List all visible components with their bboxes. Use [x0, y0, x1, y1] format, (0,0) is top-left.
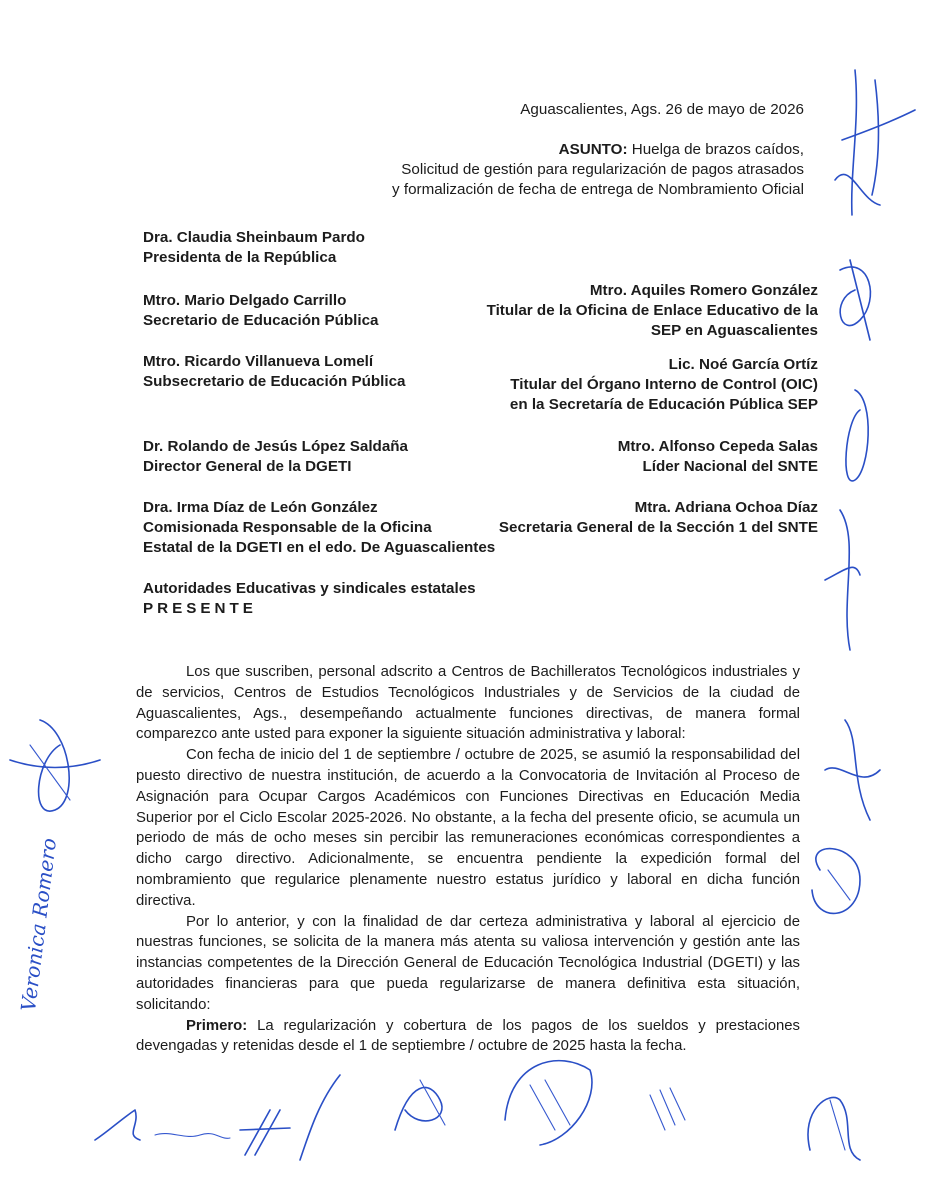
subject-line-1 [300, 140, 804, 160]
subject-label: ASUNTO: [558, 141, 628, 158]
body-paragraph-2: Con fecha de inicio del 1 de septiembre / octubre de 2025, se asumió la responsabilidad del puesto directivo de nuestra institución, de acuerdo a la Convocatoria de Invitación al Proceso de Asignación para Ocupar Cargos Académicos con Funciones Directivas en Educación Media Superior por el Ciclo Escolar 2025-2026. No obstante, a la fecha del presente oficio, se acumula un periodo de más de ocho meses sin percibir las remuneraciones económicas correspondientes a dicho cargo directivo. Adicionalmente, se encuentra pendiente la expedición formal del nombramiento que regularice plenamente nuestro estatus jurídico y laboral en dicha función directiva. [136, 747, 800, 909]
recipient-title: Comisionada Responsable de la Oficina [143, 519, 432, 536]
recipient-right-1 [440, 281, 818, 341]
signature-bottom-4 [395, 1080, 445, 1130]
place-date: Aguascalientes, Ags. 26 de mayo de 2026 [520, 101, 804, 118]
recipient-name: Dra. Claudia Sheinbaum Pardo [143, 229, 365, 246]
closing-line: Autoridades Educativas y sindicales estatales [143, 580, 476, 597]
recipient-name: Mtra. Adriana Ochoa Díaz [634, 499, 818, 516]
closing-recipients [143, 579, 476, 619]
recipient-name: Mtro. Aquiles Romero González [589, 282, 818, 299]
subject-line-2: Solicitud de gestión para regularización de pagos atrasados [401, 161, 804, 178]
recipient-title: Secretaria General de la Sección 1 del SNTE [498, 519, 818, 536]
signature-left-1 [10, 720, 100, 811]
signature-right-2 [840, 260, 870, 340]
recipient-title: Secretario de Educación Pública [143, 312, 379, 329]
recipient-left-2 [143, 291, 379, 331]
signature-right-5 [825, 720, 880, 820]
letter-body [136, 662, 800, 1057]
recipient-right-3 [440, 437, 818, 477]
request-text: La regularización y cobertura de los pagos de los sueldos y prestaciones devengadas y retenidas desde el 1 de septiembre / octubre de 2025 hasta la fecha. [136, 1017, 800, 1055]
recipient-title: Titular de la Oficina de Enlace Educativo de la [486, 302, 818, 319]
recipient-title: Director General de la DGETI [143, 458, 352, 475]
presente-label: PRESENTE [143, 600, 257, 617]
recipient-title: en la Secretaría de Educación Pública SEP [509, 396, 818, 413]
signature-bottom-6 [650, 1088, 685, 1130]
recipient-name: Mtro. Ricardo Villanueva Lomelí [143, 353, 374, 370]
recipient-title: Titular del Órgano Interno de Control (OIC) [510, 376, 818, 393]
signature-right-4 [825, 510, 860, 650]
signature-bottom-5 [505, 1061, 592, 1145]
recipient-left-4 [143, 437, 408, 477]
recipient-name: Dr. Rolando de Jesús López Saldaña [143, 438, 409, 455]
margin-handwritten-name: Veronica Romero [16, 836, 62, 1013]
recipient-name: Dra. Irma Díaz de León González [143, 499, 378, 516]
body-paragraph-3: Por lo anterior, y con la finalidad de dar certeza administrativa y laboral al ejercicio de nuestras funciones, se solicita de la manera más atenta su valiosa intervención y gestión ante las instancias competentes de la Dirección General de Educación Tecnológica Industrial (DGETI) y las autoridades financieras para que pueda regularizarse de manera definitiva esta situación, solicitando: [136, 913, 800, 1013]
recipient-title: Líder Nacional del SNTE [642, 458, 818, 475]
subject-line-3: y formalización de fecha de entrega de Nombramiento Oficial [392, 181, 804, 198]
recipient-left-1 [143, 228, 365, 268]
signature-bottom-1 [95, 1110, 230, 1140]
recipient-right-4 [440, 498, 818, 538]
request-label: Primero: [186, 1017, 248, 1034]
recipient-title: Subsecretario de Educación Pública [143, 373, 406, 390]
body-paragraph-1: Los que suscriben, personal adscrito a Centros de Bachilleratos Tecnológicos industriales y de servicios, Centros de Estudios Tecnológicos Industriales y de Servicios de la ciudad de Aguascalientes, Ags., desempeñando actualmente funciones directivas, de manera formal comparezco ante usted para exponer la siguiente situación administrativa y laboral: [136, 664, 800, 743]
recipient-name: Lic. Noé García Ortíz [668, 356, 818, 373]
recipient-title: SEP en Aguascalientes [650, 322, 818, 339]
recipient-right-2 [440, 355, 818, 415]
recipient-title: Estatal de la DGETI en el edo. De Aguascalientes [143, 539, 496, 556]
recipient-name: Mtro. Mario Delgado Carrillo [143, 292, 347, 309]
subject-text-1: Huelga de brazos caídos, [627, 141, 804, 158]
recipient-title: Presidenta de la República [143, 249, 337, 266]
signature-bottom-3 [300, 1075, 340, 1160]
signature-bottom-2 [240, 1110, 290, 1155]
signature-right-3 [846, 390, 868, 481]
recipient-name: Mtro. Alfonso Cepeda Salas [617, 438, 818, 455]
recipient-left-3 [143, 352, 406, 392]
body-paragraph-4 [136, 1016, 800, 1058]
signature-right-1 [835, 70, 915, 215]
letter-header [300, 100, 804, 200]
signature-right-6 [812, 849, 860, 914]
signature-bottom-7 [808, 1097, 860, 1160]
